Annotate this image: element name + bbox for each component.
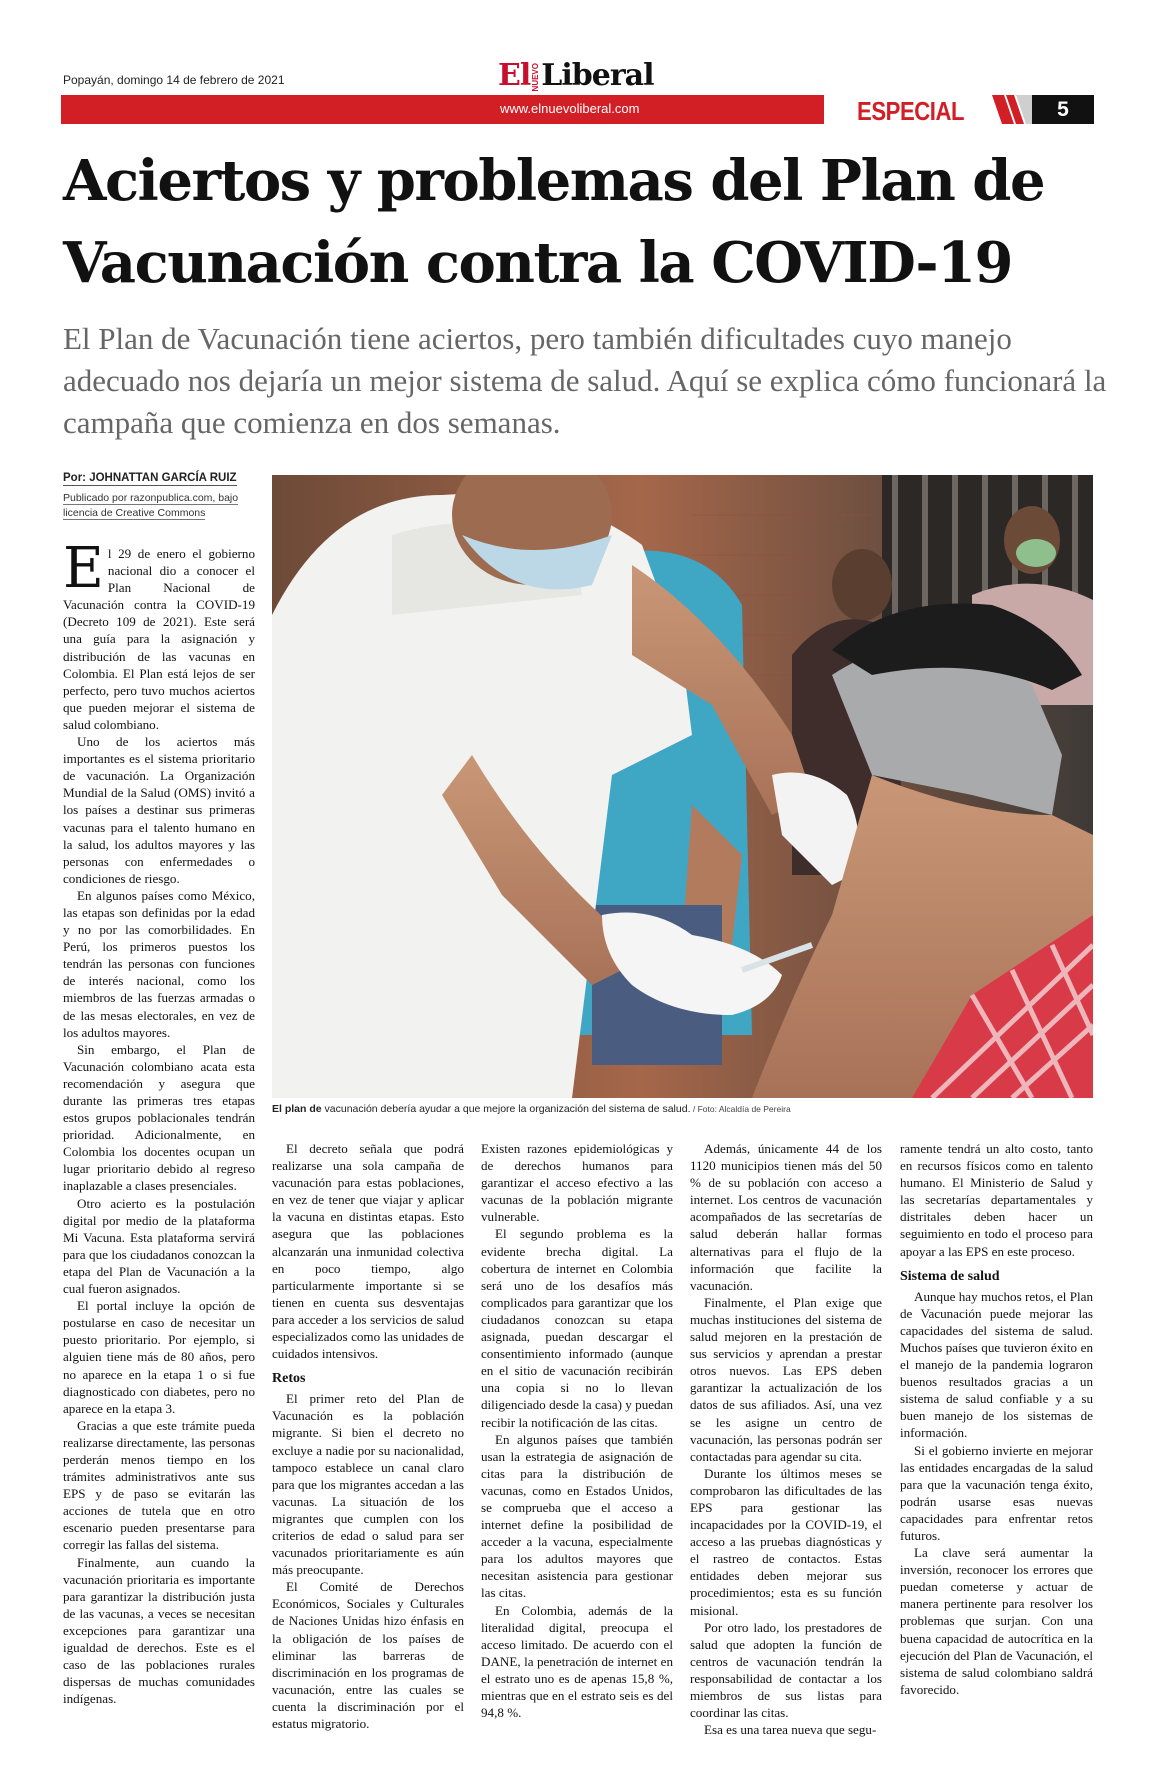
paragraph: Sin embargo, el Plan de Vacunación colombiano acata esta recomendación y asegura que durante las primeras tres etapas estos grupos poblacionales tendrán prioridad. Adicionalmente, en Colombia los docentes ocupan un lugar prioritario debido al regreso inaplazable a clases presenciales.	[63, 1041, 255, 1194]
paragraph: El decreto señala que podrá realizarse una sola campaña de vacunación para estas poblaciones, en vez de tener que viajar y aplicar la vacuna en distintas etapas. Esto asegura que las poblaciones alcanzarán una inmunidad colectiva en poco tiempo, algo particularmente importante si se tienen en cuenta sus desventajas para acceder a los servicios de salud especializados como las unidades de cuidados intensivos.	[272, 1141, 464, 1362]
logo-liberal: Liberal	[541, 58, 654, 93]
paragraph: Por otro lado, los prestadores de salud que adopten la función de centros de vacunación tendrán la responsabilidad de contactar a los miembros de sus listas para coordinar las citas.	[690, 1619, 882, 1721]
paragraph: Esa es una tarea nueva que segu-	[704, 1722, 877, 1738]
newspaper-logo[interactable]	[498, 58, 653, 93]
dropcap: E	[63, 545, 104, 601]
paragraph	[63, 545, 255, 733]
paragraph: El portal incluye la opción de postularse en caso de necesitar un puesto prioritario. Por ejemplo, si alguien tiene más de 80 años, pero no aparece en la etapa 1 o si fue diagnosticado con diabetes, pero no aparece en la etapa 3.	[63, 1298, 255, 1416]
vaccination-photo	[272, 475, 1093, 1098]
paragraph: En algunos países como México, las etapas son definidas por la edad y no por las comorbilidades. En Perú, los primeros puestos los tendrán las personas con funciones de interés nacional, como los miembros de las fuerzas armadas o de las mesas electorales, en vez de los adultos mayores.	[63, 887, 255, 1040]
paragraph: Aunque hay muchos retos, el Plan de Vacunación puede mejorar las capacidades del sistema de salud. Muchos países que tuvieron éxito en el manejo de la pandemia lograron buenos resultados gracias a un sistema de salud confiable y a su buen manejo de los sistemas de información.	[900, 1288, 1093, 1441]
article-column-2	[272, 1140, 464, 1740]
paragraph-text: l 29 de enero el gobierno nacional dio a conocer el Plan Nacional de Vacunación contra la COVID-19 (Decreto 109 de 2021). Este será una guía para la asignación y distribución de las vacunas en Colombia. El Plan está lejos de ser perfecto, pero tuvo muchos aciertos que pueden mejorar el sistema de salud colombiano.	[63, 546, 255, 732]
site-url[interactable]: www.elnuevoliberal.com	[500, 101, 640, 116]
byline-note	[63, 491, 253, 521]
paragraph: El segundo problema es la evidente brecha digital. La cobertura de internet en Colombia será uno de los desafíos más complicados para garantizar que los ciudadanos conozcan su etapa asignada, puedan descargar el consentimiento informado (aunque en el sitio de vacunación recibirán una copia si no lo llevan diligenciado desde la casa) y puedan recibir la notificación de las citas.	[481, 1226, 673, 1430]
stripes-decoration	[992, 95, 1032, 124]
paragraph: Gracias a que este trámite pueda realizarse directamente, las personas perderán menos tiempo en los trámites administrativos ante sus EPS y de paso se evitarán las acciones de tutela que en otro escenario pueden presentarse para corregir las fallas del sistema.	[63, 1417, 255, 1553]
caption-lead: El plan de	[272, 1103, 322, 1115]
caption-text: vacunación debería ayudar a que mejore la organización del sistema de salud.	[321, 1103, 691, 1115]
logo-el: El	[498, 58, 531, 93]
paragraph: Finalmente, aun cuando la vacunación prioritaria es importante para garantizar la distribución justa de las vacunas, a veces se necesitan excepciones para garantizar una igualdad de derechos. Este es el caso de las poblaciones rurales dispersas de muchas comunidades indígenas.	[63, 1554, 255, 1707]
headline: Aciertos y problemas del Plan de Vacunación contra la COVID-19	[63, 148, 1045, 296]
paragraph: ramente tendrá un alto costo, tanto en recursos físicos como en talento humano. El Ministerio de Salud y las secretarías departamentales y distritales deben hacer un seguimiento en todo el proceso para apoyar a las EPS en este proceso.	[900, 1141, 1093, 1259]
logo-nuevo: NUEVO	[531, 62, 541, 92]
paragraph: En algunos países que también usan la estrategia de asignación de citas para la distribución de vacunas, como en Estados Unidos, se comprueba que el acceso a internet define la posibilidad de acceder a la vacuna, especialmente para los adultos mayores que necesitan asistencia para gestionar las citas.	[481, 1431, 673, 1601]
paragraph: Finalmente, el Plan exige que muchas instituciones del sistema de salud mejoren en la prestación de sus servicios y aprendan a prestar otros nuevos. Las EPS deben garantizar la actualización de los datos de sus afiliados. Así, una vez se les asigne un centro de vacunación, las personas podrán ser contactadas para agendar su cita.	[690, 1294, 882, 1464]
paragraph: Durante los últimos meses se comprobaron las dificultades de las EPS para gestionar las incapacidades por la COVID-19, el acceso a las pruebas diagnósticas y el rastreo de contactos. Estas entidades deben mejorar sus procedimientos; esta es su función misional.	[690, 1465, 882, 1618]
paragraph: Si el gobierno invierte en mejorar las entidades encargadas de la salud para que la vacunación tenga éxito, podrán usarse esas nuevas capacidades para enfrentar retos futuros.	[900, 1442, 1093, 1543]
paragraph: El primer reto del Plan de Vacunación es la población migrante. Si bien el decreto no excluye a nadie por su nacionalidad, tampoco establece un canal claro para que los migrantes accedan a las vacunas. La situación de los migrantes que cumplen con los criterios de edad o salud para ser vacunados prioritariamente es aún más preocupante.	[272, 1391, 464, 1578]
paragraph: Existen razones epidemiológicas y de derechos humanos para garantizar el acceso efectivo a las vacunas de la población migrante vulnerable.	[481, 1141, 673, 1225]
article-column-1	[63, 545, 255, 1740]
subheading-sistema-de-salud: Sistema de salud	[900, 1268, 1000, 1284]
photo-caption	[272, 1103, 1093, 1115]
byline: Por: JOHNATTAN GARCÍA RUIZ	[63, 472, 237, 484]
paragraph: La clave será aumentar la inversión, reconocer los errores que puedan cometerse y actuar de manera pertinente para resolver los problemas que surjan. Con una buena capacidad de autocrítica en la ejecución del Plan de Vacunación, el sistema de salud colombiano saldrá favorecido.	[900, 1545, 1093, 1697]
deck: El Plan de Vacunación tiene aciertos, pero también dificultades cuyo manejo adecuado nos dejaría un mejor sistema de salud. Aquí se explica cómo funcionará la campaña que comienza en dos semanas.	[63, 321, 1107, 440]
subheading-retos: Retos	[272, 1371, 306, 1387]
section-label: ESPECIAL	[857, 96, 965, 126]
article-column-4	[690, 1140, 882, 1740]
paragraph: Uno de los aciertos más importantes es el sistema prioritario de vacunación. La Organización Mundial de la Salud (OMS) invitó a los países a destinar sus primeras vacunas para el talento humano en la salud, los adultos mayores y las personas con enfermedades o condiciones de riesgo.	[63, 734, 255, 886]
paragraph: En Colombia, además de la literalidad digital, preocupa el acceso limitado. De acuerdo con el DANE, la penetración de internet en el estrato uno es de apenas 15,8 %, mientras que en el estrato seis es del 94,8 %.	[481, 1602, 673, 1721]
header-red-bar	[61, 95, 824, 124]
header-date: Popayán, domingo 14 de febrero de 2021	[63, 73, 285, 87]
photo-credit: / Foto: Alcaldía de Pereira	[690, 1104, 791, 1114]
article-column-3	[481, 1140, 673, 1740]
paragraph: Otro acierto es la postulación digital por medio de la plataforma Mi Vacuna. Esta plataforma servirá para que los ciudadanos conozcan la etapa del Plan de Vacunación a la cual fueron asignados.	[63, 1195, 255, 1297]
paragraph: El Comité de Derechos Económicos, Sociales y Culturales de Naciones Unidas hizo énfasis en la obligación de los países de eliminar las barreras de discriminación en los programas de vacunación, entre las cuales se cuenta la discriminación por el estatus migratorio.	[272, 1579, 464, 1731]
article-column-5	[900, 1140, 1093, 1740]
paragraph: Además, únicamente 44 de los 1120 municipios tienen más del 50 % de su población con acceso a internet. Los centros de vacunación acompañados de las secretarías de salud deberán hallar formas alternativas para el flujo de la información que facilite la vacunación.	[690, 1141, 882, 1293]
byline-note-text: Publicado por razonpublica.com, bajo licencia de Creative Commons	[63, 492, 239, 519]
page-number: 5	[1032, 95, 1094, 124]
